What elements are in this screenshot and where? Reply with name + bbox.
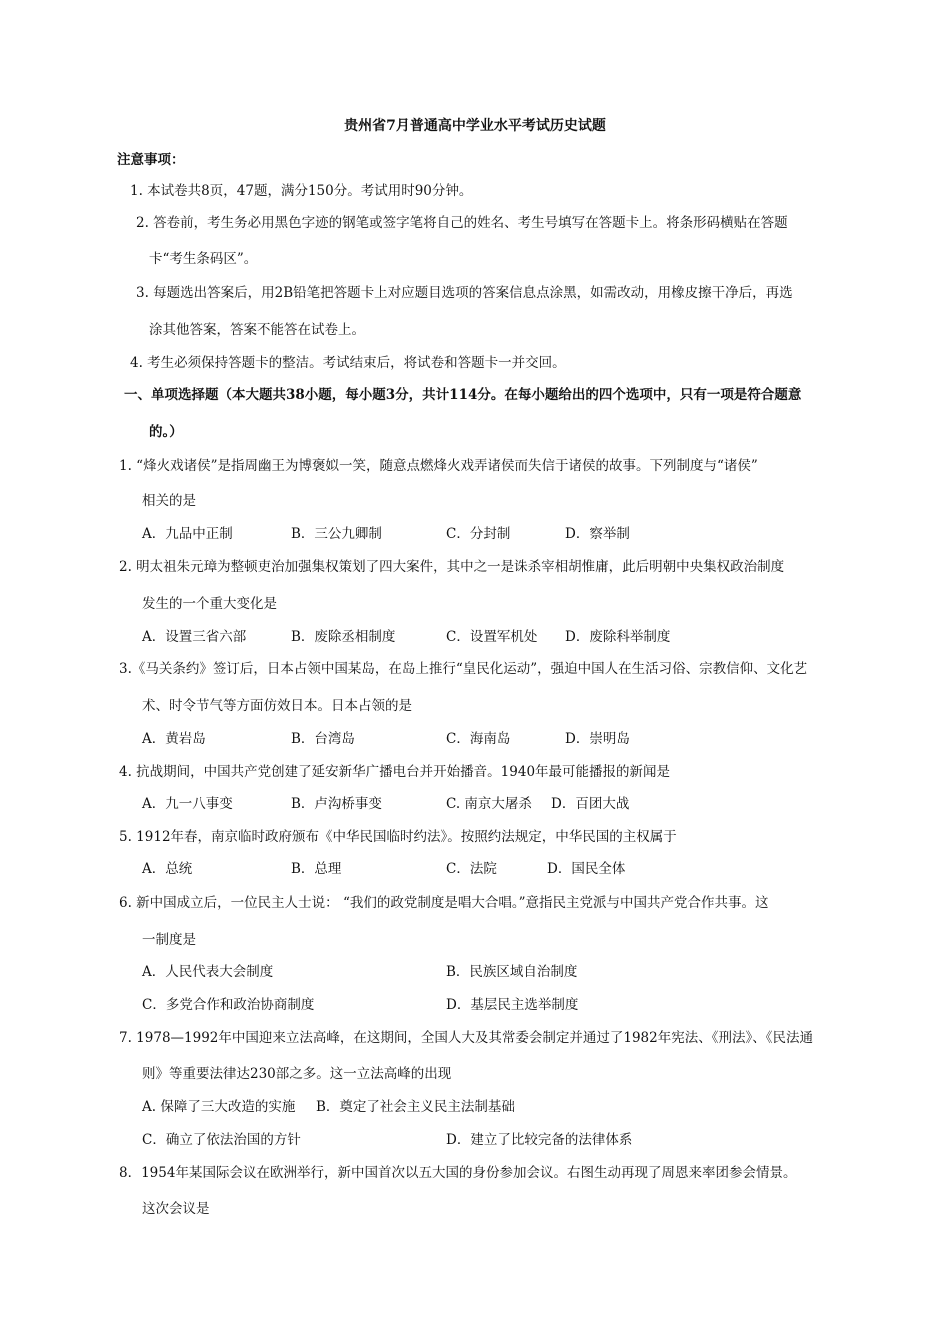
option-d: D．基层民主选举制度 [446, 997, 579, 1013]
notice-item: 涂其他答案，答案不能答在试卷上。 [149, 322, 365, 338]
option-d: D．建立了比较完备的法律体系 [446, 1132, 633, 1148]
option-a: A. 保障了三大改造的实施 [142, 1099, 296, 1115]
page-title: 贵州省7月普通高中学业水平考试历史试题 [344, 118, 606, 134]
question-stem: 6. 新中国成立后，一位民主人士说： “我们的政党制度是唱大合唱。”意指民主党派与中国共产党合作共事。这 [119, 895, 769, 911]
notice-item: 1. 本试卷共8页，47题，满分150分。考试用时90分钟。 [130, 183, 473, 199]
question-stem: 5. 1912年春，南京临时政府颁布《中华民国临时约法》。按照约法规定，中华民国的主权属于 [119, 829, 677, 845]
option-b: B．三公九卿制 [291, 526, 382, 542]
option-b: B．卢沟桥事变 [291, 796, 382, 812]
notice-item: 4. 考生必须保持答题卡的整洁。考试结束后，将试卷和答题卡一并交回。 [130, 355, 566, 371]
option-a: A．总统 [142, 861, 193, 877]
notice-item: 3. 每题选出答案后，用2B铅笔把答题卡上对应题目选项的答案信息点涂黑，如需改动，用橡皮擦干净后，再选 [136, 285, 793, 301]
option-c: C. 南京大屠杀 [446, 796, 532, 812]
question-stem: 2. 明太祖朱元璋为整顿吏治加强集权策划了四大案件，其中之一是诛杀宰相胡惟庸，此后明朝中央集权政治制度 [119, 559, 785, 575]
option-a: A．设置三省六部 [142, 629, 247, 645]
question-stem: 发生的一个重大变化是 [142, 596, 277, 612]
option-c: C．法院 [446, 861, 497, 877]
option-d: D．废除科举制度 [565, 629, 671, 645]
option-a: A．人民代表大会制度 [142, 964, 274, 980]
option-b: B．台湾岛 [291, 731, 355, 747]
question-stem: 7. 1978—1992年中国迎来立法高峰，在这期间，全国人大及其常委会制定并通过了1982年宪法、《刑法》、《民法通 [119, 1030, 813, 1046]
option-d: D．国民全体 [547, 861, 626, 877]
option-c: C．设置军机处 [446, 629, 538, 645]
question-stem: 一制度是 [142, 932, 196, 948]
option-d: D．百团大战 [551, 796, 630, 812]
option-c: C．分封制 [446, 526, 511, 542]
question-stem: 4. 抗战期间，中国共产党创建了延安新华广播电台并开始播音。1940年最可能播报的新闻是 [119, 764, 671, 780]
question-stem: 则》等重要法律达230部之多。这一立法高峰的出现 [142, 1066, 452, 1082]
question-stem: 1. “烽火戏诸侯”是指周幽王为博褒姒一笑，随意点燃烽火戏弄诸侯而失信于诸侯的故事。下列制度与“诸侯” [119, 458, 758, 474]
notice-item: 2. 答卷前，考生务必用黑色字迹的钢笔或签字笔将自己的姓名、考生号填写在答题卡上。将条形码横贴在答题 [136, 215, 788, 231]
option-c: C．多党合作和政治协商制度 [142, 997, 315, 1013]
option-c: C．海南岛 [446, 731, 511, 747]
option-d: D．崇明岛 [565, 731, 630, 747]
section-heading: 一、单项选择题（本大题共38小题，每小题3分，共计114分。在每小题给出的四个选项中，只有一项是符合题意 [124, 387, 802, 403]
option-c: C．确立了依法治国的方针 [142, 1132, 301, 1148]
question-stem: 3.《马关条约》签订后，日本占领中国某岛，在岛上推行“皇民化运动”，强迫中国人在生活习俗、宗教信仰、文化艺 [119, 661, 808, 677]
question-stem: 术、时令节气等方面仿效日本。日本占领的是 [142, 698, 412, 714]
option-b: B．奠定了社会主义民主法制基础 [316, 1099, 515, 1115]
question-stem: 这次会议是 [142, 1201, 210, 1217]
option-a: A．九品中正制 [142, 526, 233, 542]
section-heading-cont: 的。） [149, 424, 183, 440]
option-d: D．察举制 [565, 526, 630, 542]
option-b: B．民族区域自治制度 [446, 964, 578, 980]
option-b: B．废除丞相制度 [291, 629, 396, 645]
option-a: A．九一八事变 [142, 796, 233, 812]
notice-heading: 注意事项： [117, 152, 185, 168]
question-stem: 相关的是 [142, 493, 196, 509]
option-a: A．黄岩岛 [142, 731, 206, 747]
notice-item: 卡“考生条码区”。 [149, 251, 258, 267]
option-b: B．总理 [291, 861, 342, 877]
question-stem: 8．1954年某国际会议在欧洲举行，新中国首次以五大国的身份参加会议。右图生动再现了周恩来率团参会情景。 [119, 1165, 797, 1181]
